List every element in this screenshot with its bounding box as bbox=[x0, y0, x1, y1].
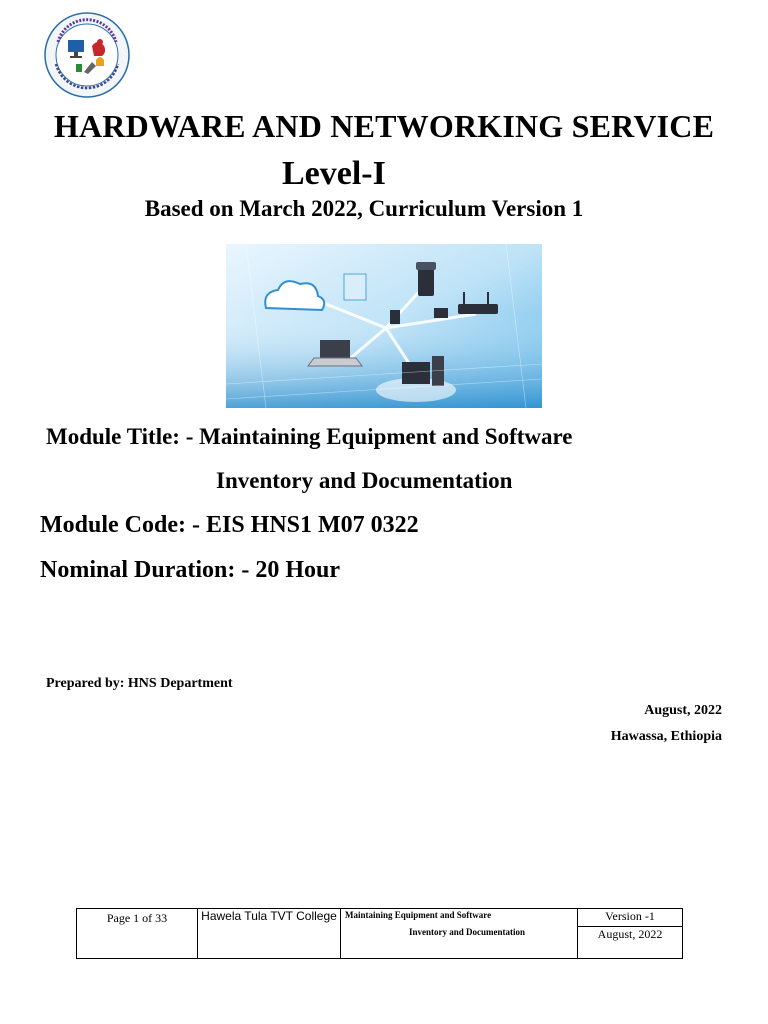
footer-module bbox=[341, 909, 578, 959]
footer-date: August, 2022 bbox=[578, 927, 683, 959]
footer-module-line2: Inventory and Documentation bbox=[409, 927, 526, 937]
footer-college: Hawela Tula TVT College bbox=[198, 909, 341, 959]
level-heading: Level-I bbox=[282, 155, 386, 192]
publish-place: Hawassa, Ethiopia bbox=[610, 729, 722, 744]
nominal-duration: Nominal Duration: - 20 Hour bbox=[40, 557, 340, 583]
footer-version: Version -1 bbox=[578, 909, 683, 927]
prepared-by: Prepared by: HNS Department bbox=[46, 676, 233, 691]
footer-page-number: Page 1 of 33 bbox=[77, 909, 198, 959]
publish-date: August, 2022 bbox=[644, 703, 722, 718]
module-title-line2: Inventory and Documentation bbox=[216, 468, 513, 493]
curriculum-basis: Based on March 2022, Curriculum Version 1 bbox=[144, 196, 584, 221]
footer-table bbox=[76, 908, 683, 959]
network-illustration bbox=[226, 244, 542, 408]
college-logo bbox=[44, 12, 130, 98]
document-title: HARDWARE AND NETWORKING SERVICE bbox=[53, 108, 715, 144]
footer-module-line1: Maintaining Equipment and Software bbox=[345, 910, 492, 920]
module-code: Module Code: - EIS HNS1 M07 0322 bbox=[40, 512, 419, 538]
module-title-line1: Module Title: - Maintaining Equipment and Software bbox=[46, 424, 573, 449]
